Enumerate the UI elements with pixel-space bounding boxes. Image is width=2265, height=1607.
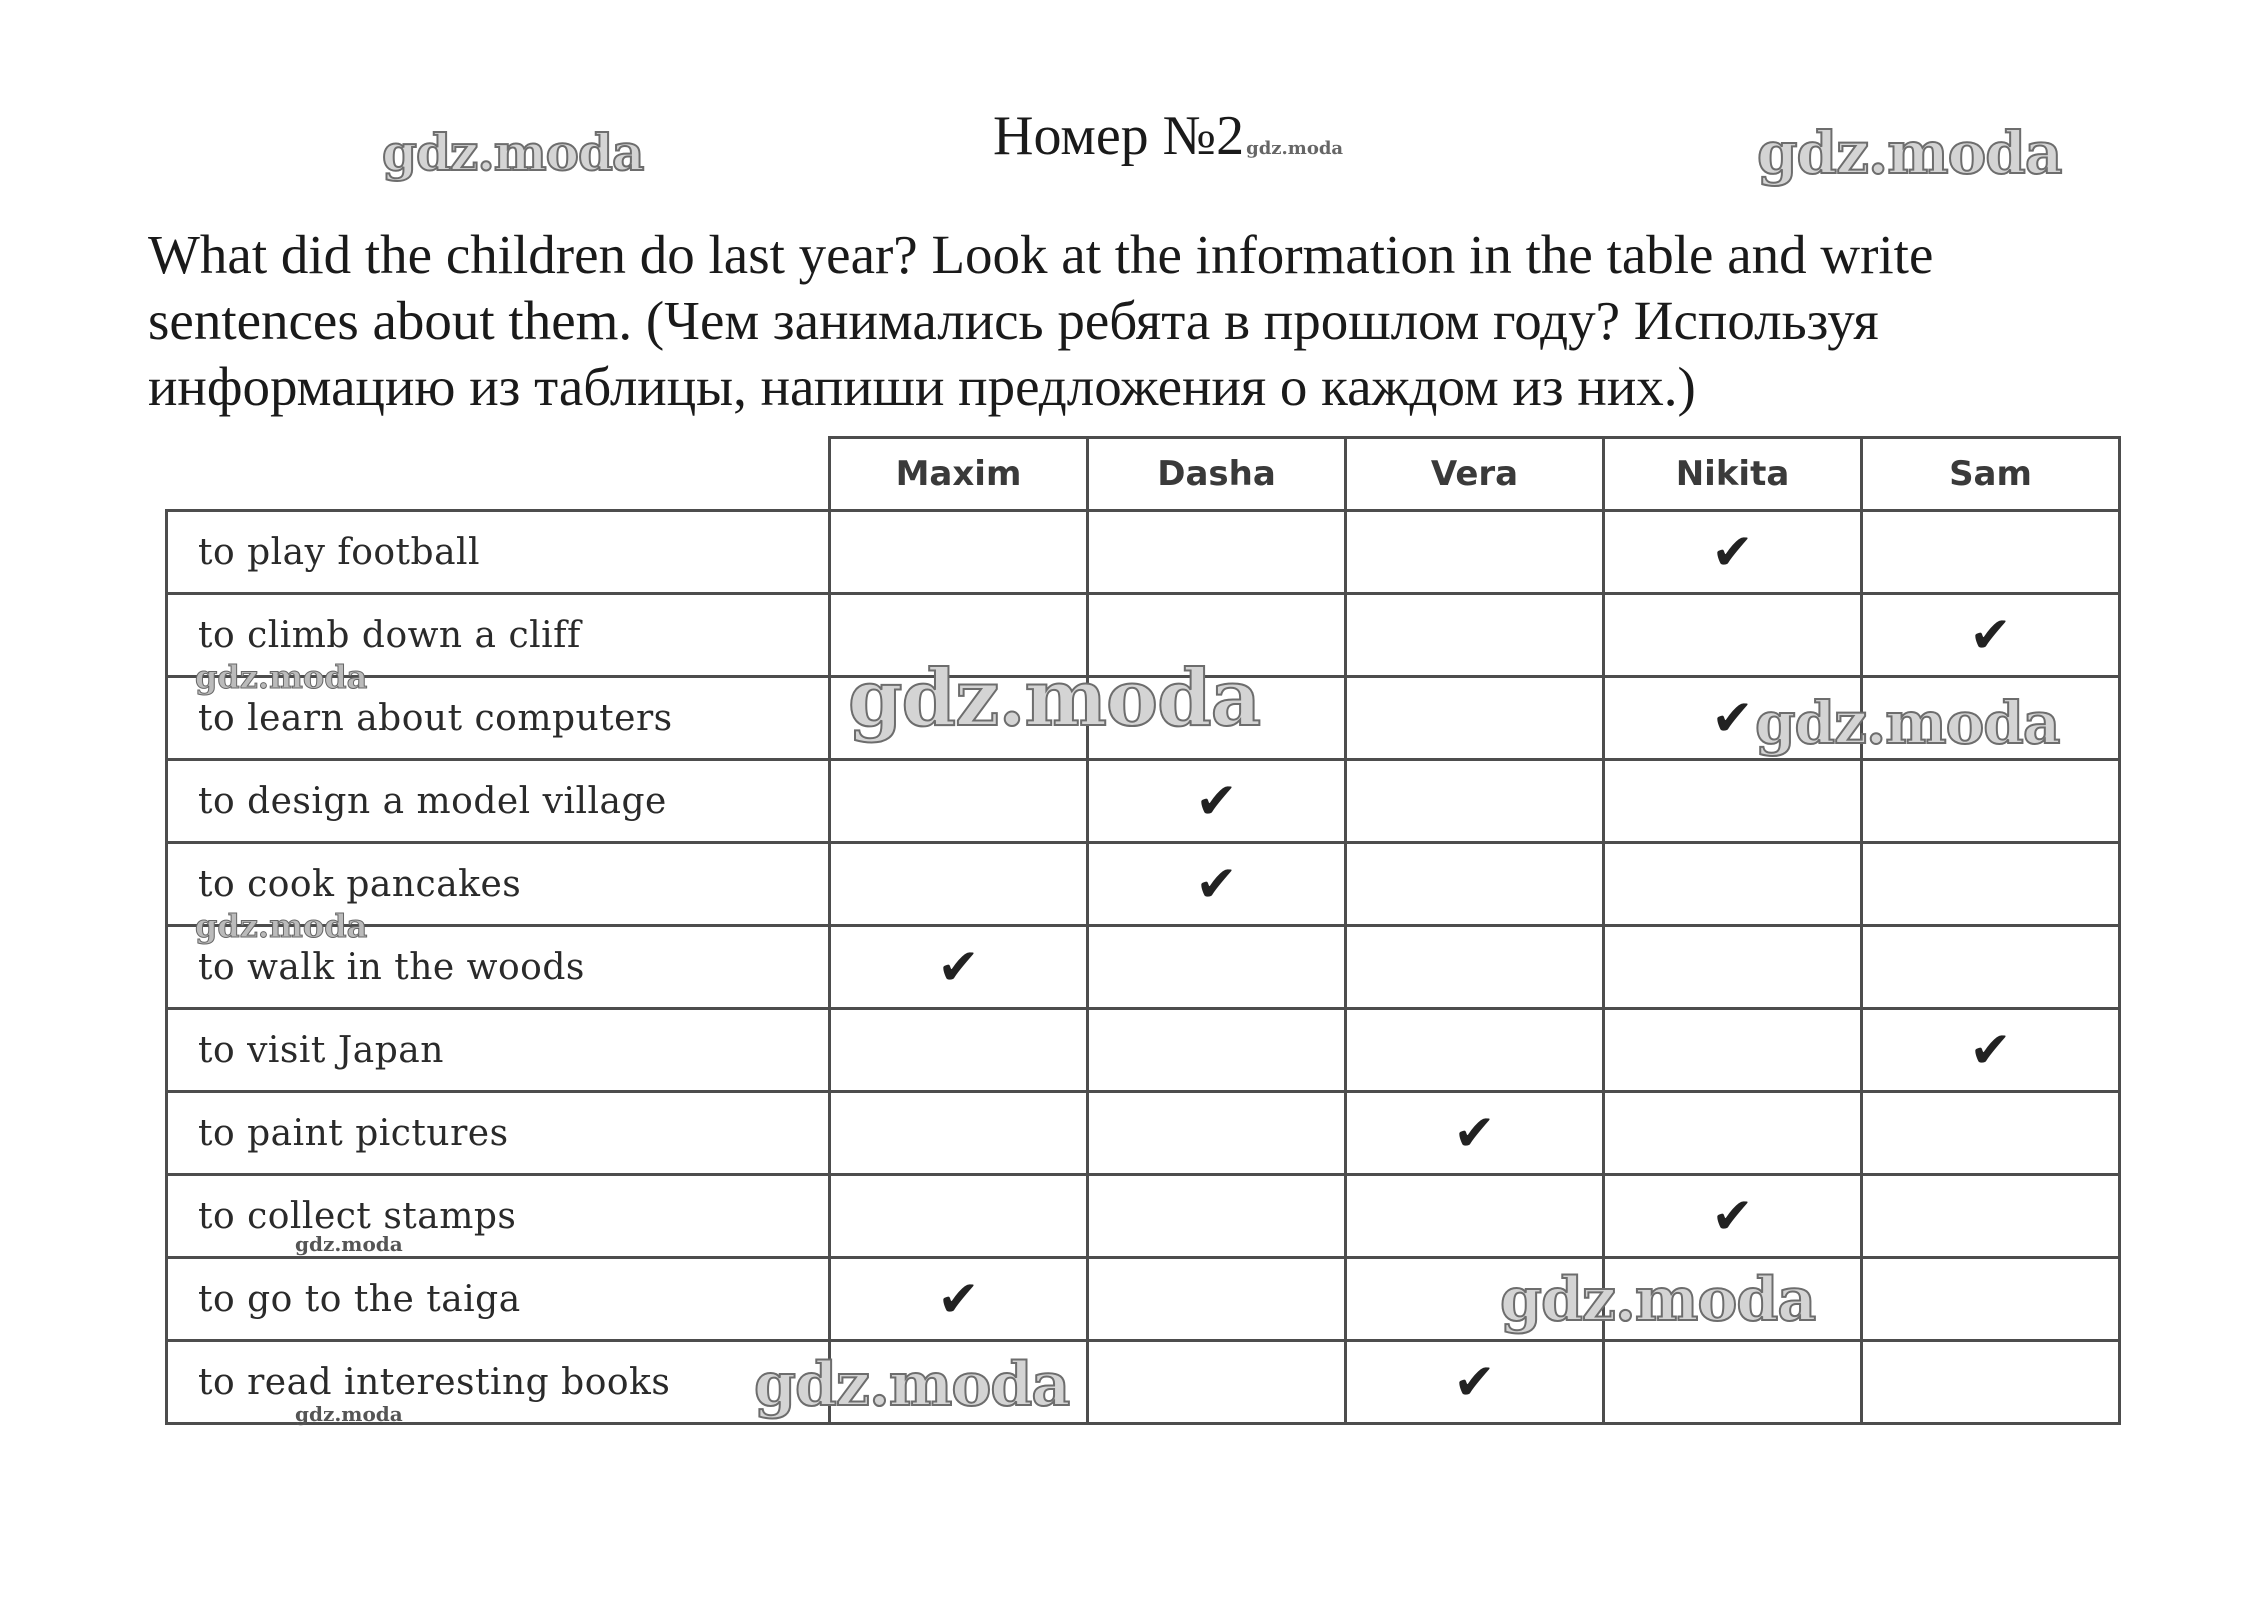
column-header-vera: Vera: [1346, 438, 1604, 511]
table-row: [167, 926, 2120, 1009]
empty-cell: [1862, 843, 2120, 926]
header-empty-cell: [167, 438, 830, 511]
empty-cell: [1862, 1341, 2120, 1424]
table-row: [167, 1009, 2120, 1092]
check-mark-icon: ✔: [1088, 843, 1346, 926]
column-header-nikita: Nikita: [1604, 438, 1862, 511]
empty-cell: [1346, 760, 1604, 843]
activity-label: to cook pancakes: [167, 843, 830, 926]
empty-cell: [1862, 760, 2120, 843]
check-mark-icon: ✔: [1862, 1009, 2120, 1092]
empty-cell: [1862, 926, 2120, 1009]
empty-cell: [830, 511, 1088, 594]
activity-label: to walk in the woods: [167, 926, 830, 1009]
empty-cell: [1346, 926, 1604, 1009]
table-row: [167, 843, 2120, 926]
column-header-maxim: Maxim: [830, 438, 1088, 511]
empty-cell: [830, 1175, 1088, 1258]
title-watermark: gdz.moda: [1246, 138, 1344, 159]
activity-label: to climb down a cliff: [167, 594, 830, 677]
empty-cell: [1346, 511, 1604, 594]
empty-cell: [1346, 677, 1604, 760]
table-row: [167, 760, 2120, 843]
watermark-table-bottom: gdz.moda: [754, 1350, 1070, 1420]
watermark-row-small-1: gdz.moda: [195, 658, 368, 696]
empty-cell: [1604, 1092, 1862, 1175]
empty-cell: [1088, 1258, 1346, 1341]
empty-cell: [1088, 1341, 1346, 1424]
table-row: [167, 1175, 2120, 1258]
check-mark-icon: ✔: [830, 1258, 1088, 1341]
empty-cell: [830, 760, 1088, 843]
watermark-row-small-2: gdz.moda: [195, 907, 368, 945]
check-mark-icon: ✔: [1604, 1175, 1862, 1258]
table-row: [167, 1341, 2120, 1424]
empty-cell: [830, 1092, 1088, 1175]
activity-label: to collect stamps: [167, 1175, 830, 1258]
watermark-table-center: gdz.moda: [848, 653, 1261, 744]
column-header-dasha: Dasha: [1088, 438, 1346, 511]
activity-label: to paint pictures: [167, 1092, 830, 1175]
watermark-row-tiny-2: gdz.moda: [295, 1402, 403, 1426]
empty-cell: [1862, 511, 2120, 594]
empty-cell: [1088, 1092, 1346, 1175]
check-mark-icon: ✔: [1346, 1341, 1604, 1424]
table-row: [167, 1092, 2120, 1175]
empty-cell: [1604, 1341, 1862, 1424]
watermark-table-right: gdz.moda: [1755, 689, 2060, 757]
watermark-row-tiny-1: gdz.moda: [295, 1232, 403, 1256]
table-row: [167, 511, 2120, 594]
watermark-right: gdz.moda: [1757, 119, 2062, 187]
empty-cell: [1346, 594, 1604, 677]
empty-cell: [1088, 1009, 1346, 1092]
activity-table: [165, 436, 2121, 1425]
activity-label: to go to the taiga: [167, 1258, 830, 1341]
empty-cell: [1862, 1175, 2120, 1258]
column-header-sam: Sam: [1862, 438, 2120, 511]
activity-label: to visit Japan: [167, 1009, 830, 1092]
watermark-table-lower: gdz.moda: [1500, 1265, 1816, 1335]
check-mark-icon: ✔: [830, 926, 1088, 1009]
activity-label: to learn about computers: [167, 677, 830, 760]
empty-cell: [1088, 511, 1346, 594]
empty-cell: [1862, 1258, 2120, 1341]
task-text: What did the children do last year? Look at the information in the table and write sentences about them. (Чем занимались ребята в прошлом году? Используя информацию из таблицы, напиши предложения о каждом из них.): [148, 224, 1934, 417]
empty-cell: [830, 843, 1088, 926]
table-row: [167, 1258, 2120, 1341]
empty-cell: [1346, 1009, 1604, 1092]
title-text: Номер №2: [993, 105, 1245, 167]
empty-cell: [1604, 843, 1862, 926]
page-title: [993, 105, 1344, 167]
empty-cell: [830, 1009, 1088, 1092]
check-mark-icon: ✔: [1604, 511, 1862, 594]
activity-label: to read interesting books: [167, 1341, 830, 1424]
empty-cell: [1604, 760, 1862, 843]
empty-cell: [1346, 843, 1604, 926]
empty-cell: [1604, 594, 1862, 677]
empty-cell: [1346, 1175, 1604, 1258]
check-mark-icon: ✔: [1346, 1092, 1604, 1175]
activity-label: to play football: [167, 511, 830, 594]
table-header-row: [167, 438, 2120, 511]
check-mark-icon: ✔: [1604, 677, 1862, 760]
check-mark-icon: ✔: [1088, 760, 1346, 843]
empty-cell: [1604, 926, 1862, 1009]
check-mark-icon: ✔: [1862, 594, 2120, 677]
watermark-left: gdz.moda: [382, 123, 644, 182]
empty-cell: [1862, 1092, 2120, 1175]
empty-cell: [1604, 1009, 1862, 1092]
activity-label: to design a model village: [167, 760, 830, 843]
empty-cell: [1088, 1175, 1346, 1258]
empty-cell: [1088, 926, 1346, 1009]
